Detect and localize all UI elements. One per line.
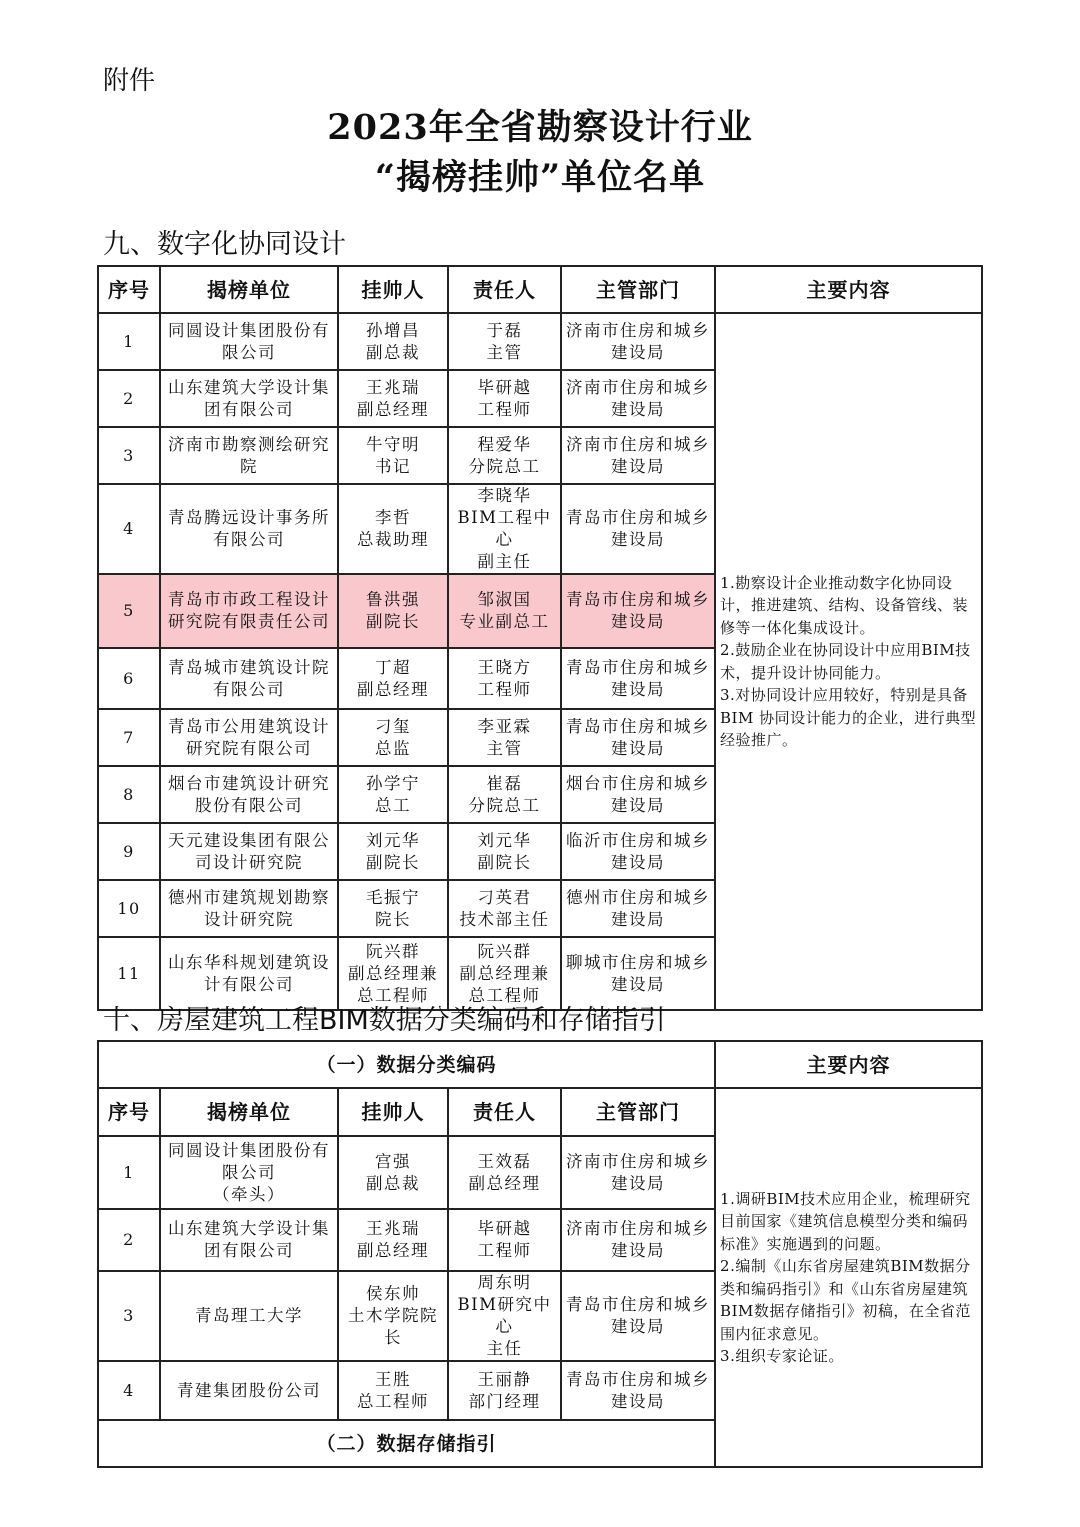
header-dept: 主管部门 [561, 1088, 715, 1136]
section9-heading: 九、数字化协同设计 [103, 229, 346, 260]
row-no: 8 [98, 766, 160, 823]
row-leader: 刁玺 总监 [338, 709, 448, 766]
row-dept: 烟台市住房和城乡 建设局 [561, 766, 715, 823]
header-no: 序号 [98, 266, 160, 313]
subsection-data-classification: （一）数据分类编码 [98, 1041, 715, 1088]
row-no: 2 [98, 370, 160, 427]
row-unit: 青建集团股份公司 [160, 1361, 338, 1420]
page-title-line1: 2023年全省勘察设计行业 [327, 107, 753, 148]
section10-table [97, 1040, 983, 1468]
row-dept: 济南市住房和城乡 建设局 [561, 370, 715, 427]
table-row [98, 313, 982, 370]
row-owner: 王效磊 副总经理 [448, 1136, 561, 1209]
section9-table [97, 265, 983, 1011]
row-leader: 王兆瑞 副总经理 [338, 370, 448, 427]
row-owner: 周东明 BIM研究中心 主任 [448, 1271, 561, 1361]
section10-heading: 十、房屋建筑工程BIM数据分类编码和存储指引 [103, 1005, 666, 1036]
header-dept: 主管部门 [561, 266, 715, 313]
row-leader: 李哲 总裁助理 [338, 484, 448, 574]
row-unit: 青岛腾远设计事务所 有限公司 [160, 484, 338, 574]
header-owner: 责任人 [448, 266, 561, 313]
row-owner: 于磊 主管 [448, 313, 561, 370]
header-content: 主要内容 [715, 266, 982, 313]
row-unit: 山东建筑大学设计集 团有限公司 [160, 370, 338, 427]
row-leader: 毛振宁 院长 [338, 880, 448, 937]
row-no: 3 [98, 427, 160, 484]
row-leader: 阮兴群 副总经理兼 总工程师 [338, 937, 448, 1010]
row-dept: 青岛市住房和城乡 建设局 [561, 709, 715, 766]
row-dept: 聊城市住房和城乡 建设局 [561, 937, 715, 1010]
row-leader: 丁超 副总经理 [338, 648, 448, 709]
row-unit: 烟台市建筑设计研究 股份有限公司 [160, 766, 338, 823]
row-dept: 临沂市住房和城乡 建设局 [561, 823, 715, 880]
row-dept: 青岛市住房和城乡 建设局 [561, 1361, 715, 1420]
row-no: 1 [98, 1136, 160, 1209]
row-unit: 山东建筑大学设计集 团有限公司 [160, 1209, 338, 1271]
row-unit: 山东华科规划建筑设 计有限公司 [160, 937, 338, 1010]
row-dept: 济南市住房和城乡 建设局 [561, 313, 715, 370]
row-dept: 青岛市住房和城乡 建设局 [561, 574, 715, 648]
row-unit: 青岛市公用建筑设计 研究院有限公司 [160, 709, 338, 766]
row-owner: 刘元华 副院长 [448, 823, 561, 880]
header-leader: 挂帅人 [338, 266, 448, 313]
page-title-line2: “揭榜挂帅”单位名单 [374, 157, 706, 198]
row-owner: 李亚霖 主管 [448, 709, 561, 766]
row-dept: 济南市住房和城乡 建设局 [561, 1209, 715, 1271]
row-leader: 牛守明 书记 [338, 427, 448, 484]
row-dept: 青岛市住房和城乡 建设局 [561, 484, 715, 574]
row-owner: 王晓方 工程师 [448, 648, 561, 709]
row-owner: 王丽静 部门经理 [448, 1361, 561, 1420]
row-dept: 济南市住房和城乡 建设局 [561, 1136, 715, 1209]
row-unit: 济南市勘察测绘研究 院 [160, 427, 338, 484]
row-dept: 德州市住房和城乡 建设局 [561, 880, 715, 937]
row-unit: 青岛城市建筑设计院 有限公司 [160, 648, 338, 709]
row-dept: 济南市住房和城乡 建设局 [561, 427, 715, 484]
row-owner: 邹淑国 专业副总工 [448, 574, 561, 648]
row-no: 3 [98, 1271, 160, 1361]
row-no: 5 [98, 574, 160, 648]
row-leader: 宫强 副总裁 [338, 1136, 448, 1209]
header-owner: 责任人 [448, 1088, 561, 1136]
row-no: 9 [98, 823, 160, 880]
row-owner: 李晓华 BIM工程中心 副主任 [448, 484, 561, 574]
row-owner: 毕研越 工程师 [448, 370, 561, 427]
row-dept: 青岛市住房和城乡 建设局 [561, 648, 715, 709]
row-owner: 毕研越 工程师 [448, 1209, 561, 1271]
header-leader: 挂帅人 [338, 1088, 448, 1136]
row-unit: 同圆设计集团股份有 限公司 [160, 313, 338, 370]
row-unit: 青岛市市政工程设计 研究院有限责任公司 [160, 574, 338, 648]
row-no: 1 [98, 313, 160, 370]
row-owner: 崔磊 分院总工 [448, 766, 561, 823]
row-no: 2 [98, 1209, 160, 1271]
row-no: 6 [98, 648, 160, 709]
row-no: 10 [98, 880, 160, 937]
row-no: 4 [98, 1361, 160, 1420]
section9-content: 1.勘察设计企业推动数字化协同设计，推进建筑、结构、设备管线、装修等一体化集成设计。 2.鼓励企业在协同设计中应用BIM技术，提升设计协同能力。 3.对协同设计应用较好，特别是具备BIM 协同设计能力的企业，进行典型经验推广。 [715, 313, 982, 1010]
row-unit: 青岛理工大学 [160, 1271, 338, 1361]
row-leader: 鲁洪强 副院长 [338, 574, 448, 648]
row-unit: 天元建设集团有限公 司设计研究院 [160, 823, 338, 880]
row-unit: 同圆设计集团股份有 限公司 （牵头） [160, 1136, 338, 1209]
row-no: 11 [98, 937, 160, 1010]
row-leader: 孙学宁 总工 [338, 766, 448, 823]
header-content: 主要内容 [715, 1041, 982, 1088]
row-leader: 侯东帅 土木学院院 长 [338, 1271, 448, 1361]
row-owner: 刁英君 技术部主任 [448, 880, 561, 937]
row-owner: 程爱华 分院总工 [448, 427, 561, 484]
row-leader: 王兆瑞 副总经理 [338, 1209, 448, 1271]
row-no: 7 [98, 709, 160, 766]
header-no: 序号 [98, 1088, 160, 1136]
row-leader: 刘元华 副院长 [338, 823, 448, 880]
header-unit: 揭榜单位 [160, 1088, 338, 1136]
row-dept: 青岛市住房和城乡 建设局 [561, 1271, 715, 1361]
header-unit: 揭榜单位 [160, 266, 338, 313]
row-no: 4 [98, 484, 160, 574]
section10-content: 1.调研BIM技术应用企业，梳理研究目前国家《建筑信息模型分类和编码标准》实施遇到的问题。 2.编制《山东省房屋建筑BIM数据分类和编码指引》和《山东省房屋建筑BIM数据存储指引》初稿，在全省范围内征求意见。 3.组织专家论证。 [715, 1088, 982, 1467]
subsection-data-storage: （二）数据存储指引 [98, 1420, 715, 1467]
attachment-label: 附件 [103, 66, 156, 96]
row-unit: 德州市建筑规划勘察 设计研究院 [160, 880, 338, 937]
row-owner: 阮兴群 副总经理兼 总工程师 [448, 937, 561, 1010]
row-leader: 孙增昌 副总裁 [338, 313, 448, 370]
row-leader: 王胜 总工程师 [338, 1361, 448, 1420]
